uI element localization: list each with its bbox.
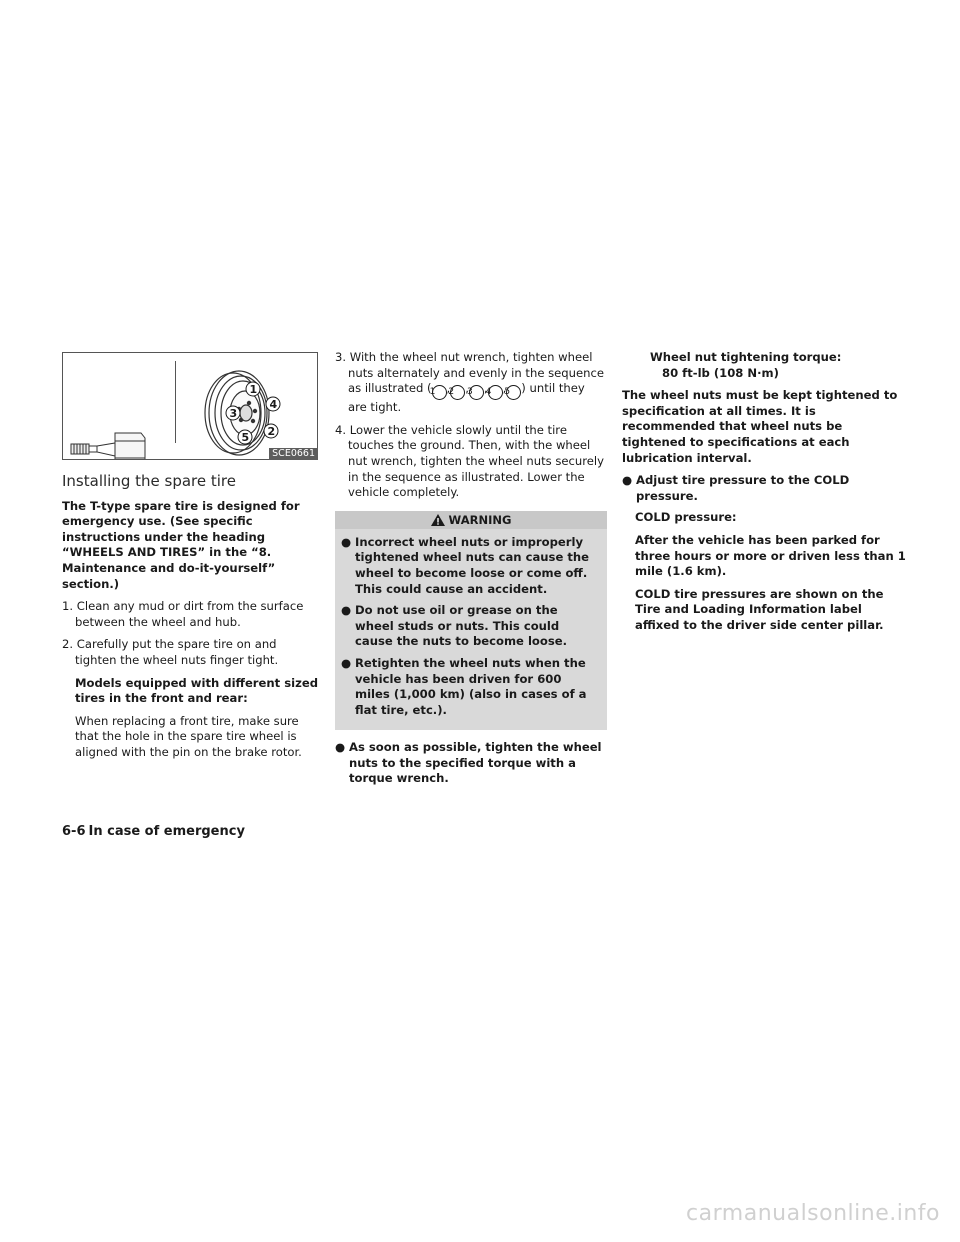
nut-label-2: 2: [267, 425, 276, 438]
warning-item-3-text: Retighten the wheel nuts when the vehicle has been driven for 600 miles (1,000 km) (also in cases of a flat tire, etc.).: [355, 655, 587, 717]
wheel-nut-figure: [62, 352, 318, 460]
cold-text: After the vehicle has been parked for three hours or more or driven less than 1 mile (1.6 km).: [635, 532, 906, 579]
warning-header: [335, 511, 607, 529]
intro-paragraph: The T-type spare tire is designed for emergency use. (See specific instructions under the heading “WHEELS AND TIRES” in the “8. Maintenance and do-it-yourself” section.): [62, 498, 300, 591]
warning-item-3: [335, 656, 607, 718]
torque-label: Wheel nut tightening torque:: [650, 350, 842, 364]
bullet-icon: ●: [341, 655, 352, 670]
bullet-icon: ●: [622, 473, 633, 488]
warning-icon: [431, 513, 445, 531]
bullet-icon: ●: [335, 740, 346, 755]
seq-5: 5: [506, 385, 521, 400]
column-2: [335, 350, 607, 793]
torque-note: The wheel nuts must be kept tightened to specification at all times. It is recommended that wheel nuts be tightened to specifications at each lubrication interval.: [622, 388, 898, 465]
cold-label: COLD pressure:: [635, 510, 737, 525]
after-warning-text: As soon as possible, tighten the wheel nuts to the specified torque with a torque wrench.: [349, 740, 602, 786]
wheel-illustration: [63, 353, 317, 459]
figure-divider: [175, 361, 176, 443]
seq-2: 2: [450, 385, 465, 400]
pressure-bullet-text: Adjust tire pressure to the COLD pressure.: [636, 473, 850, 503]
chapter-title: In case of emergency: [88, 824, 245, 839]
nut-label-4: 4: [269, 398, 278, 411]
pressure-bullet: [622, 473, 906, 504]
wheel-nut-drawing: [71, 433, 145, 459]
seq-1: 1: [432, 385, 447, 400]
figure-label: SCE0661: [269, 448, 318, 460]
seq-3: 3: [469, 385, 484, 400]
cold-note: COLD tire pressures are shown on the Tire and Loading Information label affixed to the driver side center pillar.: [635, 586, 884, 632]
step-3-pre: 3. With the wheel nut wrench, tighten wheel nuts alternately and evenly in the sequence as illustrated (: [335, 350, 605, 396]
section-title: Installing the spare tire: [62, 472, 236, 490]
bullet-icon: ●: [341, 603, 352, 618]
bullet-icon: ●: [341, 534, 352, 549]
watermark: carmanualsonline.info: [686, 1201, 940, 1226]
nut-label-1: 1: [249, 383, 258, 396]
torque-value: 80 ft-lb (108 N·m): [662, 365, 779, 380]
warning-box: [335, 511, 607, 731]
warning-item-2-text: Do not use oil or grease on the wheel studs or nuts. This could cause the nuts to become loose.: [355, 603, 568, 649]
step-4: 4. Lower the vehicle slowly until the tire touches the ground. Then, with the wheel nut wrench, tighten the wheel nuts securely in the sequence as illustrated. Lower the vehicle completely.: [335, 422, 604, 500]
column-3: [622, 350, 906, 641]
step-2: 2. Carefully put the spare tire on and tighten the wheel nuts finger tight.: [62, 637, 279, 667]
warning-item-2: [335, 603, 607, 650]
models-heading: Models equipped with different sized tires in the front and rear:: [75, 675, 319, 706]
page-footer: [62, 824, 245, 839]
seq-4: 4: [488, 385, 503, 400]
warning-title: WARNING: [448, 512, 512, 527]
after-warning-item: [335, 740, 607, 787]
warning-item-1: [335, 535, 607, 597]
nut-label-3: 3: [229, 407, 238, 420]
step-1: 1. Clean any mud or dirt from the surface between the wheel and hub.: [62, 599, 304, 629]
warning-item-1-text: Incorrect wheel nuts or improperly tightened wheel nuts can cause the wheel to become loose or come off. This could cause an accident.: [355, 534, 590, 596]
step-3: 3. With the wheel nut wrench, tighten wheel nuts alternately and evenly in the sequence as illustrated (1 ,2 ,3 ,4 ,5 ) until they are tight.: [335, 350, 605, 415]
models-text: When replacing a front tire, make sure that the hole in the spare tire wheel is aligned with the pin on the brake rotor.: [75, 713, 302, 759]
page-number: 6-6: [62, 824, 86, 839]
step-3-post: ) until they are tight.: [348, 381, 585, 415]
nut-label-5: 5: [241, 431, 250, 444]
column-1: [62, 352, 320, 768]
